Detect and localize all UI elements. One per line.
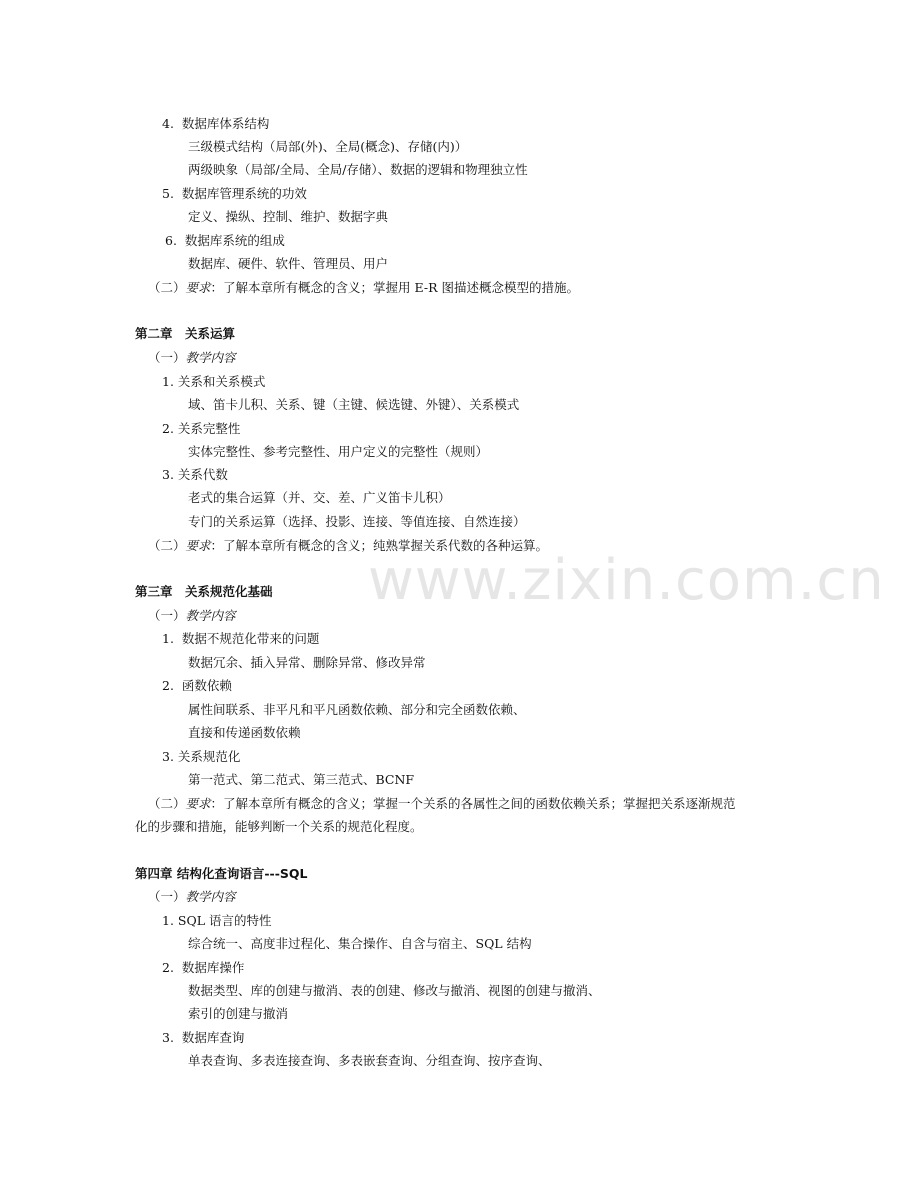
requirement bbox=[148, 280, 579, 296]
item-1 bbox=[162, 631, 319, 647]
item-detail: 域、笛卡儿积、关系、键（主键、候选键、外键）、关系模式 bbox=[188, 397, 520, 412]
item-number: 6. bbox=[165, 233, 177, 248]
req-prefix: （二） bbox=[148, 280, 186, 295]
item-detail: 直接和传递函数依赖 bbox=[188, 725, 301, 740]
item-title: 数据库管理系统的功效 bbox=[181, 186, 307, 201]
requirement-continuation: 化的步骤和措施，能够判断一个关系的规范化程度。 bbox=[135, 819, 423, 834]
item-detail: 数据类型、库的创建与撤消、表的创建、修改与撤消、视图的创建与撤消、 bbox=[188, 983, 601, 998]
teach-label: 教学内容 bbox=[185, 350, 236, 365]
item-number: 3. bbox=[162, 1030, 174, 1045]
item-detail: 专门的关系运算（选择、投影、连接、等值连接、自然连接） bbox=[188, 514, 526, 529]
item-number: 1. bbox=[162, 374, 174, 389]
req-text: ：了解本章所有概念的含义；掌握一个关系的各属性之间的函数依赖关系；掌握把关系逐渐规范 bbox=[210, 796, 736, 811]
item-number: 3. bbox=[162, 467, 174, 482]
item-title: 关系规范化 bbox=[177, 749, 241, 764]
item-detail: 定义、操纵、控制、维护、数据字典 bbox=[188, 209, 389, 224]
item-title: 数据库系统的组成 bbox=[184, 233, 285, 248]
teaching-content-label bbox=[148, 350, 236, 366]
req-prefix: （二） bbox=[148, 796, 186, 811]
item-detail: 两级映象（局部/全局、全局/存储）、数据的逻辑和物理独立性 bbox=[188, 162, 528, 177]
item-number: 4. bbox=[162, 116, 174, 131]
item-detail: 第一范式、第二范式、第三范式、BCNF bbox=[188, 772, 415, 787]
item-4 bbox=[162, 116, 269, 132]
item-1 bbox=[162, 913, 272, 929]
req-prefix: （二） bbox=[148, 538, 186, 553]
item-2 bbox=[162, 678, 232, 694]
item-title: SQL 语言的特性 bbox=[177, 913, 272, 928]
teaching-content-label bbox=[148, 608, 236, 624]
req-label: 要求 bbox=[185, 280, 211, 295]
chapter-heading: 第三章 关系规范化基础 bbox=[135, 584, 273, 599]
item-detail: 实体完整性、参考完整性、用户定义的完整性（规则） bbox=[188, 444, 489, 459]
item-detail: 老式的集合运算（并、交、差、广义笛卡儿积） bbox=[188, 490, 451, 505]
teach-label: 教学内容 bbox=[185, 889, 236, 904]
item-title: 关系完整性 bbox=[177, 421, 241, 436]
chapter-heading: 第二章 关系运算 bbox=[135, 326, 236, 341]
requirement bbox=[148, 796, 736, 812]
item-number: 2. bbox=[162, 421, 174, 436]
teach-prefix: （一） bbox=[148, 608, 186, 623]
teach-prefix: （一） bbox=[148, 889, 186, 904]
item-detail: 数据冗余、插入异常、删除异常、修改异常 bbox=[188, 655, 426, 670]
item-title: 关系代数 bbox=[177, 467, 228, 482]
item-2 bbox=[162, 960, 244, 976]
item-number: 1. bbox=[162, 913, 174, 928]
item-6 bbox=[165, 233, 285, 249]
item-detail: 数据库、硬件、软件、管理员、用户 bbox=[188, 256, 389, 271]
item-title: 函数依赖 bbox=[181, 678, 232, 693]
teach-label: 教学内容 bbox=[185, 608, 236, 623]
item-3 bbox=[162, 1030, 244, 1046]
item-5 bbox=[162, 186, 307, 202]
item-number: 3. bbox=[162, 749, 174, 764]
watermark: www.zixin.com.cn bbox=[368, 548, 885, 613]
item-2 bbox=[162, 421, 240, 437]
item-title: 数据库体系结构 bbox=[181, 116, 270, 131]
item-detail: 索引的创建与撤消 bbox=[188, 1006, 289, 1021]
req-label: 要求 bbox=[185, 538, 211, 553]
requirement bbox=[148, 538, 548, 554]
item-number: 5. bbox=[162, 186, 174, 201]
req-text: ：了解本章所有概念的含义；掌握用 E-R 图描述概念模型的措施。 bbox=[210, 280, 579, 295]
item-3 bbox=[162, 749, 240, 765]
item-number: 2. bbox=[162, 678, 174, 693]
item-number: 2. bbox=[162, 960, 174, 975]
req-label: 要求 bbox=[185, 796, 211, 811]
chapter-heading: 第四章 结构化查询语言---SQL bbox=[135, 866, 308, 881]
item-detail: 单表查询、多表连接查询、多表嵌套查询、分组查询、按序查询、 bbox=[188, 1053, 551, 1068]
item-detail: 属性间联系、非平凡和平凡函数依赖、部分和完全函数依赖、 bbox=[188, 702, 526, 717]
item-number: 1. bbox=[162, 631, 174, 646]
teach-prefix: （一） bbox=[148, 350, 186, 365]
item-1 bbox=[162, 374, 265, 390]
item-3 bbox=[162, 467, 228, 483]
req-text: ：了解本章所有概念的含义；纯熟掌握关系代数的各种运算。 bbox=[210, 538, 549, 553]
item-detail: 综合统一、高度非过程化、集合操作、自含与宿主、SQL 结构 bbox=[188, 936, 532, 951]
item-title: 数据不规范化带来的问题 bbox=[181, 631, 320, 646]
item-title: 关系和关系模式 bbox=[177, 374, 266, 389]
item-title: 数据库操作 bbox=[181, 960, 245, 975]
item-detail: 三级模式结构（局部(外)、全局(概念)、存储(内)） bbox=[188, 139, 468, 154]
teaching-content-label bbox=[148, 889, 236, 905]
item-title: 数据库查询 bbox=[181, 1030, 245, 1045]
